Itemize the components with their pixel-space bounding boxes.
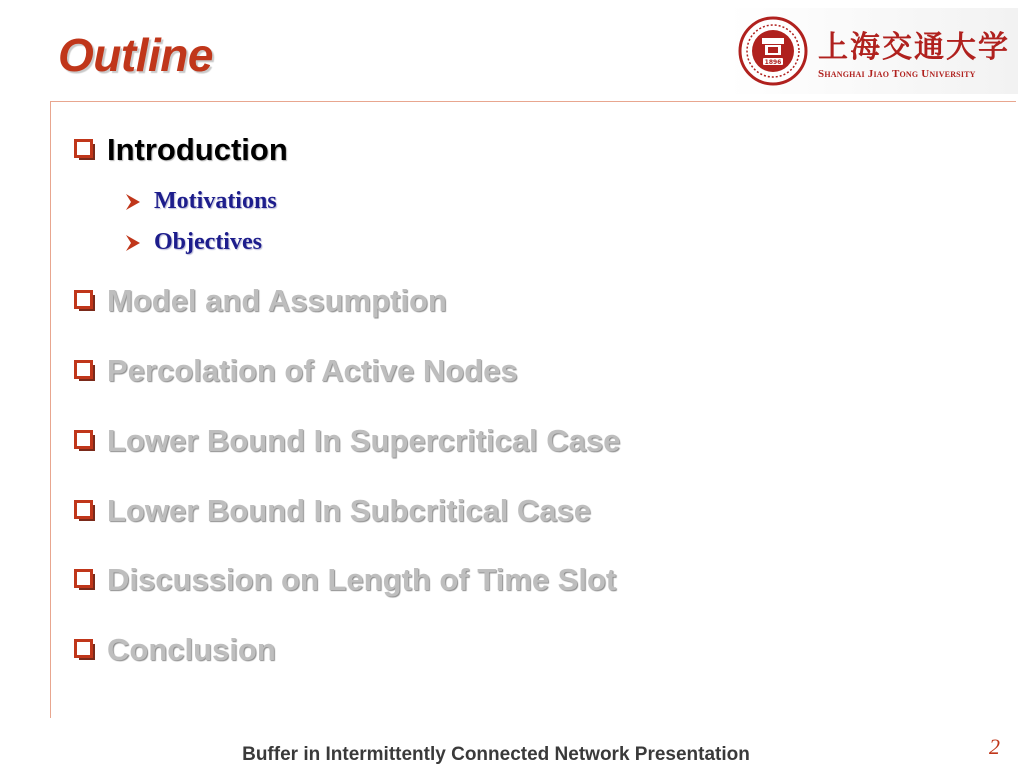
page-number: 2 bbox=[989, 734, 1000, 759]
outline-item-label: Conclusion bbox=[107, 632, 276, 667]
outline-item-model bbox=[74, 283, 447, 319]
outline-item-introduction bbox=[74, 132, 288, 168]
university-chinese-name: 上海交通大学 bbox=[818, 30, 1010, 65]
outline-item-subcritical bbox=[74, 493, 591, 529]
outline-item-label: Lower Bound In Subcritical Case bbox=[107, 493, 592, 528]
checkbox-bullet-icon bbox=[74, 360, 96, 382]
slide-title: Outline bbox=[58, 29, 213, 81]
outline-item-percolation bbox=[74, 353, 518, 389]
checkbox-bullet-icon bbox=[74, 569, 96, 591]
outline-item-discussion bbox=[74, 562, 616, 598]
seal-year: 1896 bbox=[764, 59, 782, 66]
arrow-bullet-icon bbox=[124, 193, 142, 211]
checkbox-bullet-icon bbox=[74, 430, 96, 452]
university-english-name: Shanghai Jiao Tong University bbox=[818, 68, 976, 80]
outline-item-label: Introduction bbox=[107, 132, 288, 167]
outline-item-supercritical bbox=[74, 423, 620, 459]
sub-item-label: Objectives bbox=[154, 229, 262, 255]
footer-text: Buffer in Intermittently Connected Network Presentation bbox=[242, 744, 750, 765]
checkbox-bullet-icon bbox=[74, 639, 96, 661]
slide-footer bbox=[0, 744, 1024, 766]
checkbox-bullet-icon bbox=[74, 290, 96, 312]
checkbox-bullet-icon bbox=[74, 500, 96, 522]
outline-item-label: Percolation of Active Nodes bbox=[107, 353, 518, 388]
left-divider bbox=[50, 101, 51, 718]
outline-item-label: Discussion on Length of Time Slot bbox=[107, 562, 617, 597]
sub-item-motivations bbox=[124, 188, 277, 215]
sub-item-label: Motivations bbox=[154, 188, 277, 214]
outline-item-label: Model and Assumption bbox=[107, 283, 447, 318]
university-seal-icon bbox=[738, 16, 808, 86]
outline-item-label: Lower Bound In Supercritical Case bbox=[107, 423, 621, 458]
header-divider bbox=[50, 101, 1016, 102]
outline-item-conclusion bbox=[74, 632, 276, 668]
arrow-bullet-icon bbox=[124, 234, 142, 252]
checkbox-bullet-icon bbox=[74, 139, 96, 161]
sub-item-objectives bbox=[124, 229, 262, 256]
